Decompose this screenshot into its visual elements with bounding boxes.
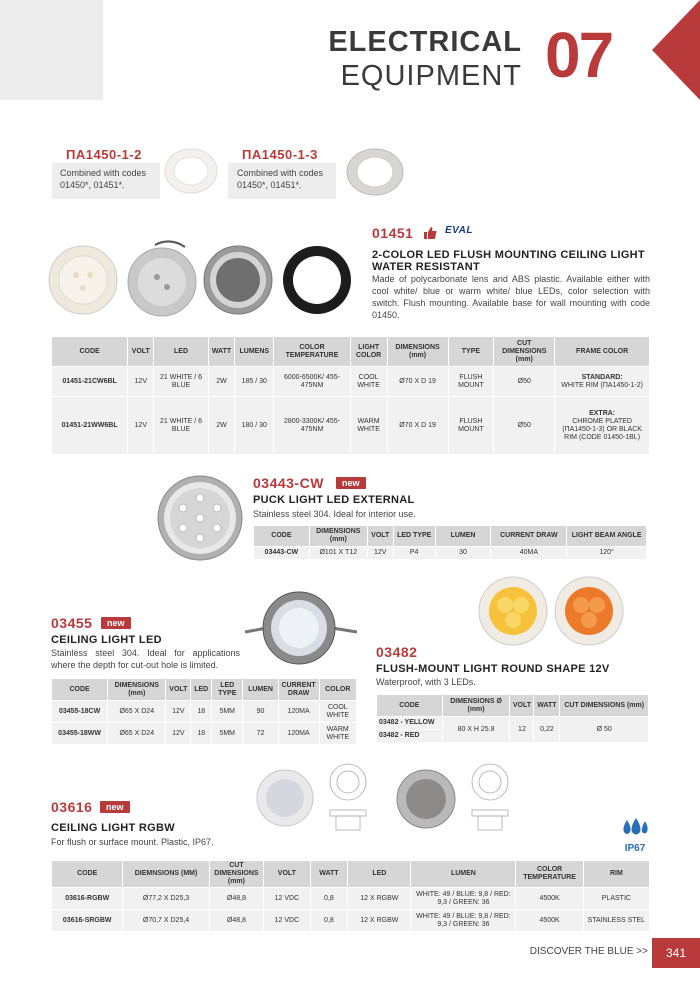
cell: 21 WHITE / 6 BLUE — [154, 367, 208, 397]
cell: Ø48,8 — [209, 888, 264, 910]
cell: 72 — [243, 723, 278, 745]
th: COLOR — [319, 679, 357, 701]
product-desc-03455: Stainless steel 304. Ideal for applications where the depth for cut-out hole is limited. — [51, 648, 240, 670]
frame-std-label: STANDARD: — [581, 373, 623, 381]
cell: 185 / 30 — [235, 367, 274, 397]
th: CURRENT DRAW — [491, 526, 567, 547]
th: CUT DIMENSIONS (mm) — [209, 861, 264, 888]
th: CODE — [52, 679, 108, 701]
product-desc-03443: Stainless steel 304. Ideal for interior use. — [253, 509, 416, 519]
cell: P4 — [393, 547, 435, 560]
th: COLOR TEMPERATURE — [516, 861, 583, 888]
cell: 80 X H 25.8 — [442, 717, 510, 743]
product-title-03455: CEILING LIGHT LED — [51, 634, 162, 646]
product-desc-03482: Waterproof, with 3 LEDs. — [376, 677, 476, 687]
product-desc-03616: For flush or surface mount. Plastic, IP67. — [51, 837, 214, 847]
th: LUMEN — [411, 861, 516, 888]
cell: Ø 50 — [560, 717, 649, 743]
product-code-03482: 03482 — [376, 644, 418, 660]
cell: 01451-21CW6BL — [52, 367, 128, 397]
puck-light-photo — [155, 473, 245, 563]
th: VOLT — [367, 526, 393, 547]
section-title-line2: EQUIPMENT — [340, 60, 522, 92]
cell: 180 / 30 — [235, 397, 274, 455]
eval-brand-logo: EVAL — [445, 225, 473, 236]
th: LED TYPE — [212, 679, 243, 701]
cell: Ø101 X T12 — [309, 547, 367, 560]
cell: FLUSH MOUNT — [448, 367, 494, 397]
frame-color-standard — [555, 367, 650, 397]
section-title-line1: ELECTRICAL — [328, 26, 522, 58]
cell: 12 X RGBW — [348, 888, 411, 910]
th: LED TYPE — [393, 526, 435, 547]
cell: Ø70,7 X D25,4 — [123, 910, 209, 932]
th: DIEMNSIONS (MM) — [123, 861, 209, 888]
th: CODE — [52, 861, 123, 888]
spec-table-01451 — [51, 336, 650, 455]
th: TYPE — [448, 337, 494, 367]
cell: 0,8 — [310, 910, 348, 932]
thumbs-up-icon — [423, 226, 437, 240]
cell: 120MA — [278, 723, 319, 745]
product-title-03482: FLUSH-MOUNT LIGHT ROUND SHAPE 12V — [376, 663, 610, 675]
cell: 12V — [128, 397, 154, 455]
corner-grey-block — [0, 0, 103, 100]
cell: WHITE: 49 / BLUE: 9,8 / RED: 9,3 / GREEN: 36 — [411, 888, 516, 910]
cell: 2W — [208, 397, 234, 455]
th: LED — [154, 337, 208, 367]
spec-table-03482 — [376, 694, 649, 743]
th: VOLT — [510, 695, 534, 717]
product-title-01451-line2: WATER RESISTANT — [372, 261, 480, 273]
cell: 18 — [191, 723, 212, 745]
rgbw-light-drawing — [318, 760, 378, 840]
cell: WHITE: 49 / BLUE: 9,8 / RED: 9,3 / GREEN: 36 — [411, 910, 516, 932]
cell: 40MA — [491, 547, 567, 560]
cell: 12 VDC — [264, 888, 310, 910]
new-badge: new — [101, 617, 131, 629]
spec-table-03455 — [51, 678, 357, 745]
new-badge: new — [100, 801, 130, 813]
cell: 5MM — [212, 723, 243, 745]
cell: Ø48,8 — [209, 910, 264, 932]
spec-table-03616 — [51, 860, 650, 932]
frame-extra-label: EXTRA: — [589, 409, 616, 417]
cell: 01451-21WW6BL — [52, 397, 128, 455]
cell: 18 — [191, 701, 212, 723]
cell: 03455-18WW — [52, 723, 108, 745]
accessory-code-1: ΠΑ1450-1-2 — [66, 147, 142, 162]
cell: Ø50 — [494, 367, 555, 397]
cell: WARM WHITE — [319, 723, 357, 745]
th: CODE — [52, 337, 128, 367]
cell: 0,22 — [534, 717, 560, 743]
cell: 90 — [243, 701, 278, 723]
th: LIGHT BEAM ANGLE — [567, 526, 647, 547]
table-row — [377, 717, 649, 730]
cell: COOL WHITE — [350, 367, 387, 397]
chrome-rim-icon — [345, 147, 405, 197]
th: DIMENSIONS (mm) — [309, 526, 367, 547]
new-badge: new — [336, 477, 366, 489]
cell: 03616-RGBW — [52, 888, 123, 910]
cell: 5MM — [212, 701, 243, 723]
cell: 12 X RGBW — [348, 910, 411, 932]
table-row — [52, 910, 650, 932]
th: VOLT — [128, 337, 154, 367]
cell: 03616-SRGBW — [52, 910, 123, 932]
cell: Ø50 — [494, 397, 555, 455]
chevron-left-icon — [648, 0, 700, 100]
product-code-03443: 03443-CW — [253, 475, 324, 491]
th: LUMEN — [243, 679, 278, 701]
cell: 12 VDC — [264, 910, 310, 932]
cell: WARM WHITE — [350, 397, 387, 455]
product-desc-01451: Made of polycarbonate lens and ABS plastic. Available either with cool white/ blue or warm white/ blue LEDs, color selection with switch. Flush mounting. Available base for wall mounting with code 01450. — [372, 274, 650, 320]
product-code-03455: 03455 — [51, 615, 93, 631]
led-light-back-photo — [125, 237, 200, 319]
rgbw-light-white-photo — [255, 768, 315, 828]
frame-color-extra — [555, 397, 650, 455]
cell: 2800-3300K/ 455-475NM — [274, 397, 350, 455]
cell: 03482 - YELLOW — [377, 717, 443, 730]
product-title-03616: CEILING LIGHT RGBW — [51, 822, 175, 834]
th: WATT — [208, 337, 234, 367]
cell: STAINLESS STEL — [583, 910, 649, 932]
frame-extra-text: CHROME PLATED (ΠΑ1450-1-3) OR BLACK RIM (CODE 01450-1BL) — [562, 417, 642, 441]
cell: 120MA — [278, 701, 319, 723]
table-row — [52, 723, 357, 745]
table-row — [52, 397, 650, 455]
cell: 21 WHITE / 6 BLUE — [154, 397, 208, 455]
water-drop-icon — [620, 818, 650, 838]
th: DIMENSIONS Ø (mm) — [442, 695, 510, 717]
table-row — [52, 701, 357, 723]
cell: 6000-6500K/ 455-475NM — [274, 367, 350, 397]
cell: 12V — [166, 701, 191, 723]
th: CODE — [377, 695, 443, 717]
cell: Ø77,2 X D25,3 — [123, 888, 209, 910]
cell: 2W — [208, 367, 234, 397]
cell: 03443-CW — [254, 547, 310, 560]
table-row — [52, 367, 650, 397]
cell: 12 — [510, 717, 534, 743]
cell: 12V — [128, 367, 154, 397]
cell: COOL WHITE — [319, 701, 357, 723]
product-code-03616: 03616 — [51, 799, 93, 815]
th: VOLT — [166, 679, 191, 701]
th: CUT DIMENSIONS (mm) — [494, 337, 555, 367]
ip67-label: IP67 — [624, 843, 646, 854]
product-title-03443: PUCK LIGHT LED EXTERNAL — [253, 494, 415, 506]
ip67-badge — [620, 818, 650, 854]
chrome-rim-photo — [201, 243, 276, 318]
th: LUMEN — [435, 526, 491, 547]
footer-tagline: DISCOVER THE BLUE >> — [529, 946, 648, 957]
led-light-white-photo — [46, 243, 121, 318]
th: LIGHT COLOR — [350, 337, 387, 367]
cell: Ø70 X D 19 — [387, 397, 448, 455]
yellow-led-light-photo — [477, 575, 549, 647]
cell: 12V — [166, 723, 191, 745]
cell: PLASTIC — [583, 888, 649, 910]
table-row — [52, 888, 650, 910]
product-code-01451: 01451 — [372, 225, 414, 241]
cell: 0,8 — [310, 888, 348, 910]
cell: 4500K — [516, 888, 583, 910]
red-led-light-photo — [553, 575, 625, 647]
table-row — [254, 547, 647, 560]
th: CODE — [254, 526, 310, 547]
white-rim-icon — [163, 147, 219, 195]
spec-table-03443 — [253, 525, 647, 560]
black-rim-photo — [280, 243, 355, 318]
th: DIMENSIONS (mm) — [387, 337, 448, 367]
cell: 12V — [367, 547, 393, 560]
product-title-01451-line1: 2-COLOR LED FLUSH MOUNTING CEILING LIGHT — [372, 249, 645, 261]
cell: 30 — [435, 547, 491, 560]
accessory-code-2: ΠΑ1450-1-3 — [242, 147, 318, 162]
rgbw-light-steel-photo — [395, 768, 457, 830]
th: DIMENSIONS (mm) — [108, 679, 166, 701]
th: CURRENT DRAW — [278, 679, 319, 701]
th: COLOR TEMPERATURE — [274, 337, 350, 367]
rgbw-light-steel-drawing — [460, 760, 520, 840]
th: CUT DIMENSIONS (mm) — [560, 695, 649, 717]
th: LED — [348, 861, 411, 888]
accessory-text-1: Combined with codes 01450*, 01451*. — [60, 168, 147, 190]
th: RIM — [583, 861, 649, 888]
th: VOLT — [264, 861, 310, 888]
cell: FLUSH MOUNT — [448, 397, 494, 455]
page-number: 341 — [652, 938, 700, 968]
th: WATT — [534, 695, 560, 717]
cell: Ø65 X D24 — [108, 723, 166, 745]
frame-std-text: WHITE RIM (ΠΑ1450-1-2) — [561, 381, 643, 389]
cell: 03455-18CW — [52, 701, 108, 723]
cell: 4500K — [516, 910, 583, 932]
chapter-number: 07 — [545, 19, 613, 91]
th: LUMENS — [235, 337, 274, 367]
ceiling-light-led-photo — [237, 588, 362, 668]
th: WATT — [310, 861, 348, 888]
cell: Ø65 X D24 — [108, 701, 166, 723]
cell: 120° — [567, 547, 647, 560]
cell: 03482 - RED — [377, 730, 443, 743]
cell: Ø70 X D 19 — [387, 367, 448, 397]
accessory-text-2: Combined with codes 01450*, 01451*. — [237, 168, 324, 190]
th: FRAME COLOR — [555, 337, 650, 367]
th: LED — [191, 679, 212, 701]
